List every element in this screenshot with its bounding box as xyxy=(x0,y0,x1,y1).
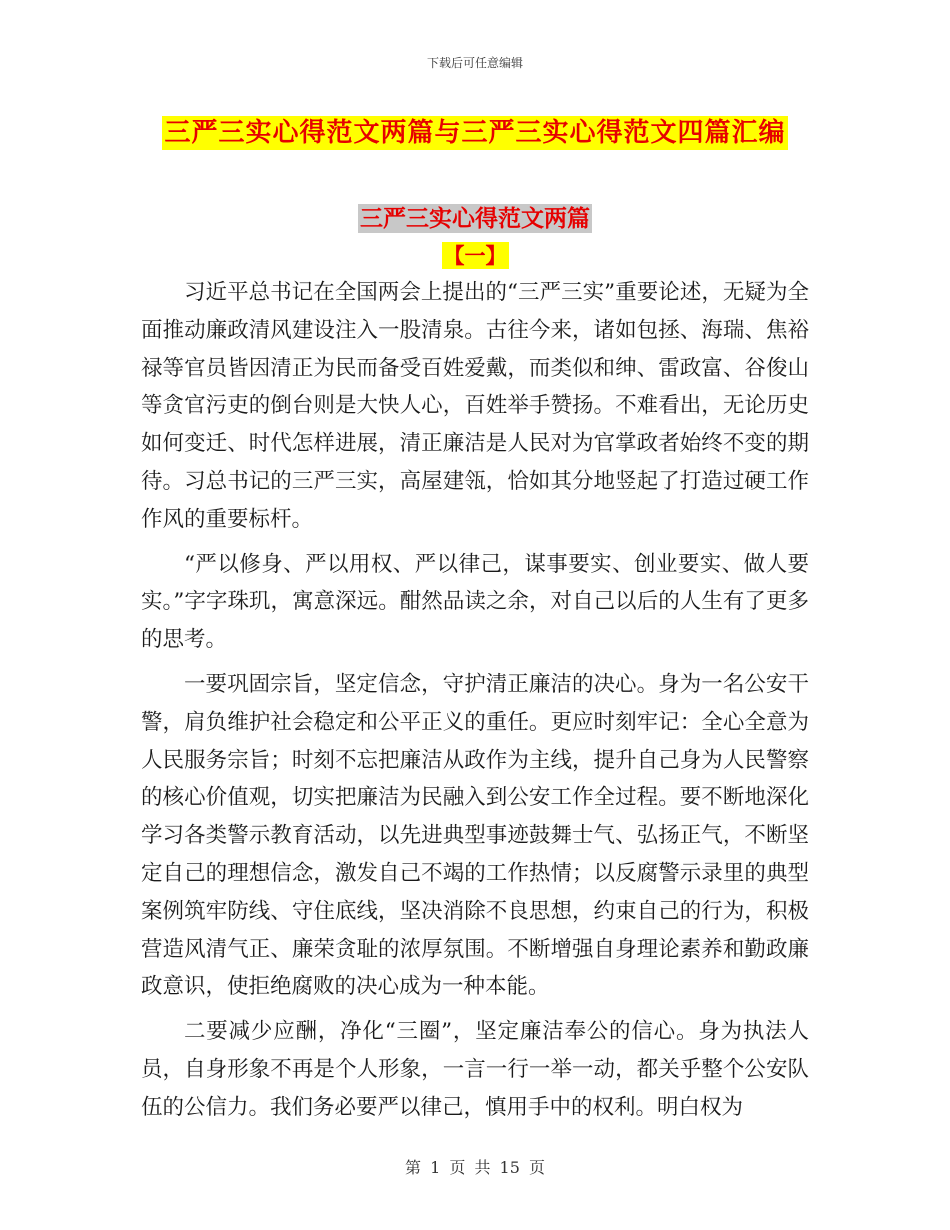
page-header-note: 下载后可任意编辑 xyxy=(426,56,523,70)
section-title xyxy=(0,200,950,233)
paragraph-4: 二要减少应酬，净化“三圈”，坚定廉洁奉公的信心。身为执法人员，自身形象不再是个人形象，一言一行一举一动，都关乎整个公安队伍的公信力。我们务必要严以律己，慎用手中的权利。明白权为 xyxy=(141,1019,809,1120)
main-title-text: 三严三实心得范文两篇与三严三实心得范文四篇汇编 xyxy=(164,118,786,148)
page-number-footer: 第 1 页 共 15 页 xyxy=(405,1158,545,1177)
document-main-title xyxy=(0,112,950,149)
sub-marker-text: 【一】 xyxy=(443,243,507,268)
paragraph-3: 一要巩固宗旨，坚定信念，守护清正廉洁的决心。身为一名公安干警，肩负维护社会稳定和公平正义的重任。更应时刻牢记：全心全意为人民服务宗旨；时刻不忘把廉洁从政作为主线，提升自己身为人民警察的核心价值观，切实把廉洁为民融入到公安工作全过程。要不断地深化学习各类警示教育活动，以先进典型事迹鼓舞士气、弘扬正气，不断坚定自己的理想信念，激发自己不竭的工作热情；以反腐警示录里的典型案例筑牢防线、守住底线，坚决消除不良思想，约束自己的行为，积极营造风清气正、廉荣贪耻的浓厚氛围。不断增强自身理论素养和勤政廉政意识，使拒绝腐败的决心成为一种本能。 xyxy=(141,671,809,1000)
document-body xyxy=(141,274,809,1134)
paragraph-1: 习近平总书记在全国两会上提出的“三严三实”重要论述，无疑为全面推动廉政清风建设注入一股清泉。古往今来，诸如包拯、海瑞、焦裕禄等官员皆因清正为民而备受百姓爱戴，而类似和绅、雷政富、谷俊山等贪官污吏的倒台则是大快人心，百姓举手赞扬。不难看出，无论历史如何变迁、时代怎样进展，清正廉洁是人民对为官掌政者始终不变的期待。习总书记的三严三实，高屋建瓴，恰如其分地竖起了打造过硬工作作风的重要标杆。 xyxy=(141,280,809,532)
sub-section-marker xyxy=(0,240,950,270)
section-title-text: 三严三实心得范文两篇 xyxy=(360,205,590,232)
paragraph-2: “严以修身、严以用权、严以律己，谋事要实、创业要实、做人要实。”字字珠玑，寓意深远。酣然品读之余，对自己以后的人生有了更多的思考。 xyxy=(141,551,809,653)
